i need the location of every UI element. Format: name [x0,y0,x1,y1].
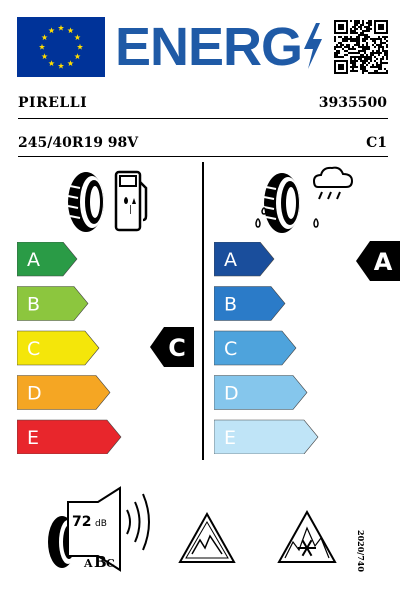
rain-cloud-tyre-icon [252,165,362,241]
fuel-bar-label: E [27,427,40,449]
wet-grip-bar-e [214,420,318,454]
section-divider [202,162,204,460]
fuel-bar-label: C [27,338,41,360]
noise-class-c: C [106,557,115,570]
wet-grip-bar-label: D [224,382,239,405]
energy-title [115,19,324,79]
mountain-icon [178,512,236,568]
brand-name: PIRELLI [18,95,88,111]
wet-grip-bar-d [214,376,307,410]
eu-star-icon [42,34,48,40]
noise-value: 72 [72,514,92,530]
qr-code-icon [334,17,388,77]
eu-star-icon [74,53,80,59]
fuel-bar-label: A [27,249,40,271]
eu-star-icon [48,60,54,66]
fuel-rating-letter: C [168,334,186,362]
noise-class-b: B [94,553,107,571]
fuel-rating-marker [150,327,194,371]
label-header [17,17,388,77]
regulation-number: 2020/740 [356,530,366,572]
eu-star-icon [67,27,73,33]
eu-flag-icon [17,17,105,77]
fuel-bar-b [17,287,88,321]
wet-grip-bar-label: B [224,293,238,316]
eu-star-icon [48,27,54,33]
fuel-bar-label: D [27,382,42,405]
eu-star-icon [58,63,64,69]
fuel-bar-d [17,376,110,410]
wet-grip-scale [214,242,324,458]
svg-text:|: | [129,205,133,215]
noise-section [40,486,160,578]
fuel-bar-label: B [27,293,41,316]
noise-class-a: A [84,557,93,570]
fuel-efficiency-scale [17,242,127,458]
wet-grip-bar-b [214,287,285,321]
three-peak-mountain-snowflake-icon [277,510,337,568]
sound-waves-icon [127,494,149,550]
fuel-bar-a [17,242,77,276]
eu-star-icon [77,44,83,50]
second-rule [18,156,388,157]
fuel-bar-e [17,420,121,454]
wet-grip-bar-label: C [224,338,238,360]
eu-star-icon [42,53,48,59]
energy-bolt-icon [302,23,324,79]
wet-grip-bar-label: E [224,427,237,449]
eu-star-icon [58,25,64,31]
wet-grip-rating-marker [356,241,400,285]
wet-grip-bar-label: A [224,249,237,271]
top-rule [18,118,388,119]
eu-star-icon [67,60,73,66]
wet-grip-bar-a [214,242,274,276]
fuel-pump-tyre-icon [60,168,150,238]
fuel-bar-c [17,331,99,365]
energy-title-text: ENERG [115,17,303,77]
wet-grip-rating-letter: A [373,248,393,276]
wet-grip-bar-c [214,331,296,365]
article-number: 3935500 [318,95,387,111]
tyre-size: 245/40R19 98V [18,135,139,151]
eu-star-icon [74,34,80,40]
noise-unit: dB [95,519,107,529]
tyre-class: C1 [366,135,387,151]
eu-star-icon [39,44,45,50]
